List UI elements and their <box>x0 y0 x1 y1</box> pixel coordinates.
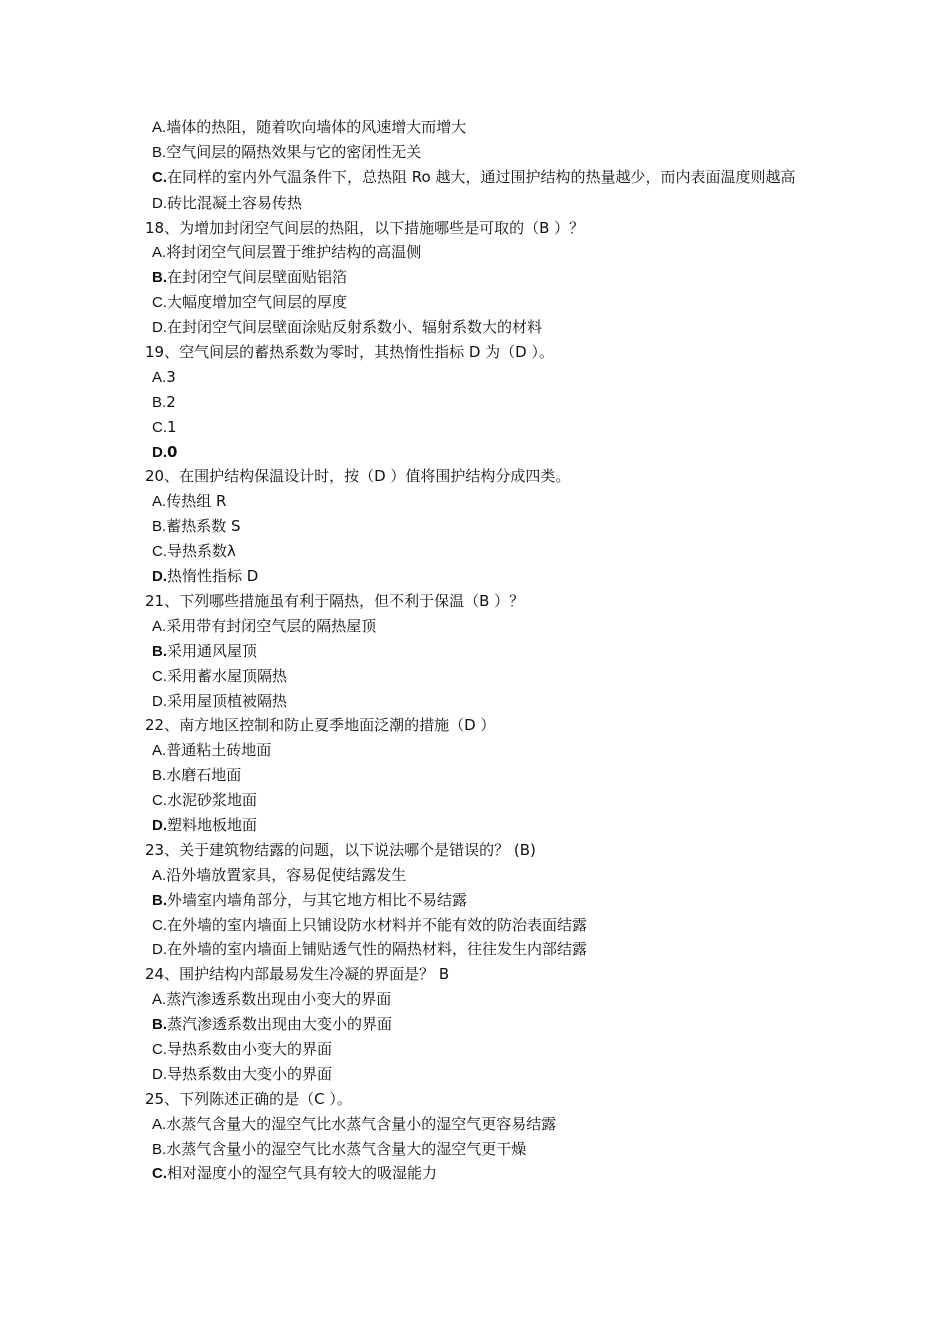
option-line <box>145 415 825 440</box>
option-line <box>145 315 825 340</box>
option-label: B. <box>152 642 167 660</box>
option-label: A. <box>152 1115 167 1133</box>
option-label: D. <box>152 692 167 710</box>
question-line: 21、下列哪些措施虽有利于隔热，但不利于保温（B ）？ <box>145 591 525 610</box>
option-text: 相对湿度小的湿空气具有较大的吸湿能力 <box>167 1164 438 1183</box>
option-label: A. <box>152 866 167 884</box>
option-line <box>145 987 825 1012</box>
option-label: C. <box>152 418 167 436</box>
option-text: 导热系数由大变小的界面 <box>167 1064 333 1083</box>
option-text: 外墙室内墙角部分，与其它地方相比不易结露 <box>167 890 468 909</box>
option-text: 传热组 R <box>166 492 227 511</box>
option-label: B. <box>152 891 167 909</box>
question-line: 20、在围护结构保温设计时，按（D ）值将围护结构分成四类。 <box>145 467 571 486</box>
option-label: C. <box>152 1165 167 1183</box>
option-label: D. <box>152 443 167 461</box>
option-line <box>145 1112 825 1137</box>
option-text: 水泥砂浆地面 <box>167 791 258 810</box>
option-label: A. <box>152 119 167 136</box>
option-label: C. <box>152 792 167 810</box>
option-line <box>145 539 825 564</box>
option-label: C. <box>152 294 167 312</box>
option-text: 沿外墙放置家具，容易促使结露发生 <box>166 865 407 884</box>
option-line <box>145 1062 825 1087</box>
option-line <box>145 913 825 938</box>
option-label: D. <box>152 319 167 337</box>
question-line: 19、空气间层的蓄热系数为零时，其热惰性指标 D 为（D ）。 <box>145 343 554 362</box>
option-line <box>145 1161 825 1186</box>
option-line <box>145 888 825 913</box>
option-text: 水蒸气含量大的湿空气比水蒸气含量小的湿空气更容易结露 <box>166 1114 557 1133</box>
option-label: A. <box>152 742 167 760</box>
option-label: C. <box>152 543 167 561</box>
option-label: D. <box>152 568 167 586</box>
option-line <box>145 365 825 390</box>
option-text: 水磨石地面 <box>166 766 242 785</box>
option-label: C. <box>152 667 167 685</box>
option-label: B. <box>152 1016 167 1034</box>
option-line <box>145 1037 825 1062</box>
option-line <box>145 763 825 788</box>
question-line: 18、为增加封闭空气间层的热阻，以下措施哪些是可取的（B ）？ <box>145 218 585 237</box>
option-text: 在外墙的室内墙面上铺贴透气性的隔热材料，往往发生内部结露 <box>167 940 588 959</box>
option-text: 采用通风屋顶 <box>167 641 258 660</box>
option-text: 2 <box>166 392 176 411</box>
option-line <box>145 614 825 639</box>
question-line: 24、围护结构内部最易发生冷凝的界面是？ B <box>145 965 450 984</box>
option-text: 在外墙的室内墙面上只铺设防水材料并不能有效的防治表面结露 <box>167 915 588 934</box>
option-text: 热惰性指标 D <box>167 567 259 586</box>
option-text: 砖比混凝土容易传热 <box>167 193 303 212</box>
option-line <box>145 738 825 763</box>
option-line <box>145 440 825 465</box>
option-line <box>145 489 825 514</box>
option-line <box>145 514 825 539</box>
option-line <box>145 937 825 962</box>
option-label: D. <box>152 194 167 212</box>
option-text: 普通粘土砖地面 <box>166 741 272 760</box>
option-label: B. <box>152 1140 167 1158</box>
option-text: 蒸汽渗透系数出现由大变小的界面 <box>167 1015 393 1034</box>
option-line <box>145 863 825 888</box>
option-label: D. <box>152 941 167 959</box>
option-line <box>145 290 825 315</box>
question-line: 25、下列陈述正确的是（C ）。 <box>145 1089 352 1108</box>
option-line <box>145 115 825 140</box>
option-line <box>145 639 825 664</box>
question-line: 23、关于建筑物结露的问题，以下说法哪个是错误的？ (B) <box>145 840 536 859</box>
option-line <box>145 788 825 813</box>
option-label: A. <box>152 244 167 262</box>
option-text: 空气间层的隔热效果与它的密闭性无关 <box>166 142 422 161</box>
option-text: 蓄热系数 S <box>166 517 241 536</box>
option-text: 3 <box>166 367 176 386</box>
option-text: 采用带有封闭空气层的隔热屋顶 <box>166 616 377 635</box>
option-line <box>145 240 825 265</box>
option-label: A. <box>152 617 167 635</box>
option-text: 采用屋顶植被隔热 <box>167 691 288 710</box>
option-line <box>145 564 825 589</box>
option-text: 大幅度增加空气间层的厚度 <box>167 293 348 312</box>
option-text: 采用蓄水屋顶隔热 <box>167 666 288 685</box>
option-text: 导热系数λ <box>167 542 236 561</box>
option-label: D. <box>152 1065 167 1083</box>
option-label: C. <box>152 916 167 934</box>
option-line <box>145 689 825 714</box>
option-line <box>145 813 825 838</box>
question-list <box>145 115 825 1186</box>
option-label: B. <box>152 269 167 287</box>
option-text: 导热系数由小变大的界面 <box>167 1039 333 1058</box>
option-label: A. <box>152 368 167 386</box>
option-text: 塑料地板地面 <box>167 815 258 834</box>
option-text: 墙体的热阻，随着吹向墙体的风速增大而增大 <box>166 118 467 136</box>
option-line <box>145 1137 825 1162</box>
option-text: 在封闭空气间层壁面涂贴反射系数小、辐射系数大的材料 <box>167 318 543 337</box>
option-line <box>145 140 825 165</box>
option-label: B. <box>152 143 167 161</box>
option-text: 将封闭空气间层置于维护结构的高温侧 <box>166 243 422 262</box>
option-text: 0 <box>167 442 178 461</box>
option-label: B. <box>152 518 167 536</box>
option-label: C. <box>152 1040 167 1058</box>
option-line <box>145 1012 825 1037</box>
option-label: A. <box>152 493 167 511</box>
option-label: C. <box>152 168 167 186</box>
option-text: 蒸汽渗透系数出现由小变大的界面 <box>166 990 392 1009</box>
option-text: 在封闭空气间层壁面贴铝箔 <box>167 268 348 287</box>
option-line <box>145 664 825 689</box>
option-label: B. <box>152 393 167 411</box>
option-line <box>145 165 825 191</box>
option-line <box>145 390 825 415</box>
option-line <box>145 265 825 290</box>
option-label: B. <box>152 767 167 785</box>
option-line <box>145 191 825 216</box>
option-text: 在同样的室内外气温条件下，总热阻 Ro 越大，通过围护结构的热量越少，而内表面温度则越高 <box>167 167 796 186</box>
option-label: D. <box>152 816 167 834</box>
option-text: 1 <box>167 417 177 436</box>
question-line: 22、南方地区控制和防止夏季地面泛潮的措施（D ） <box>145 716 496 735</box>
option-text: 水蒸气含量小的湿空气比水蒸气含量大的湿空气更干燥 <box>166 1139 527 1158</box>
option-label: A. <box>152 991 167 1009</box>
